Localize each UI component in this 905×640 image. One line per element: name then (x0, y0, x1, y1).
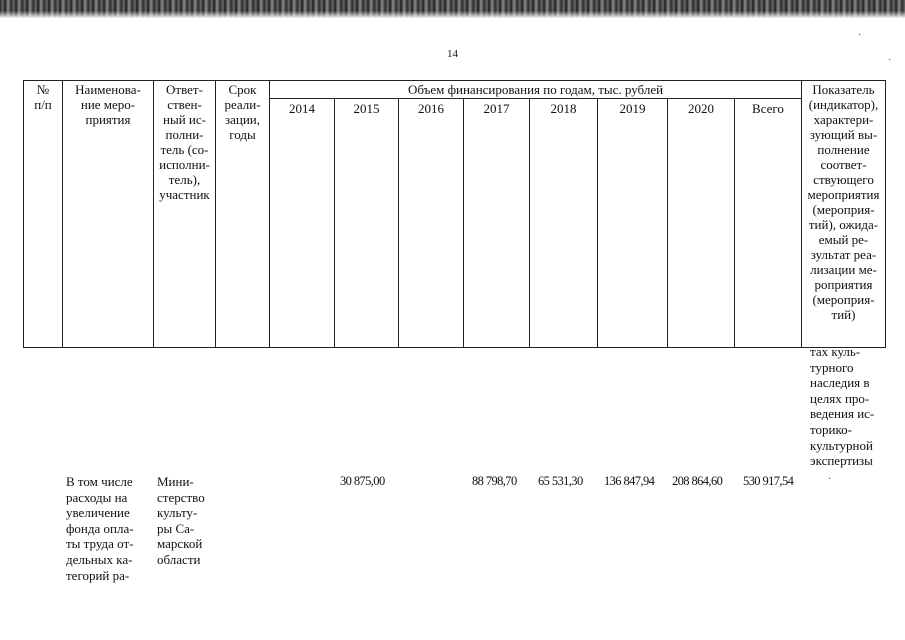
header-year-2019: 2019 (598, 99, 668, 348)
header-year-2018: 2018 (530, 99, 598, 348)
header-year-2020: 2020 (668, 99, 735, 348)
scan-edge-artifact (0, 0, 905, 18)
value-total: 530 917,54 (743, 474, 794, 488)
scan-speck: · (858, 30, 862, 41)
header-funding: Объем финансирования по годам, тыс. рублей (270, 81, 802, 99)
header-year-2014: 2014 (270, 99, 335, 348)
value-2017: 88 798,70 (472, 474, 517, 488)
item-executor: Мини- стерство культу- ры Са- марской области (157, 474, 205, 567)
header-num: № п/п (24, 81, 63, 348)
value-2015: 30 875,00 (340, 474, 385, 488)
item-name: В том числе расходы на увеличение фонда опла- ты труда от- дельных ка- тегорий ра- (66, 474, 134, 583)
header-year-2017: 2017 (464, 99, 530, 348)
header-year-2016: 2016 (399, 99, 464, 348)
header-term: Срок реали- зации, годы (216, 81, 270, 348)
value-2018: 65 531,30 (538, 474, 583, 488)
header-indicator: Показатель (индикатор), характери- зующий вы- полнение соответ- ствующего мероприятия (мероприя- тий), ожида- емый ре- зультат реа- лизации ме- роприятия (мероприя- тий) (802, 81, 886, 348)
funding-table-header (23, 80, 886, 348)
value-2020: 208 864,60 (672, 474, 723, 488)
header-name: Наименова- ние меро- приятия (63, 81, 154, 348)
scan-speck: · (828, 474, 832, 485)
header-year-2015: 2015 (335, 99, 399, 348)
page-number: 14 (447, 48, 458, 60)
indicator-continuation: тах куль- турного наследия в целях про- ведения ис- торико- культурной экспертизы (810, 344, 875, 469)
header-executor: Ответ- ствен- ный ис- полни- тель (со- исполни- тель), участник (154, 81, 216, 348)
value-2019: 136 847,94 (604, 474, 655, 488)
scan-speck: ˎ (888, 50, 892, 61)
header-total: Всего (735, 99, 802, 348)
